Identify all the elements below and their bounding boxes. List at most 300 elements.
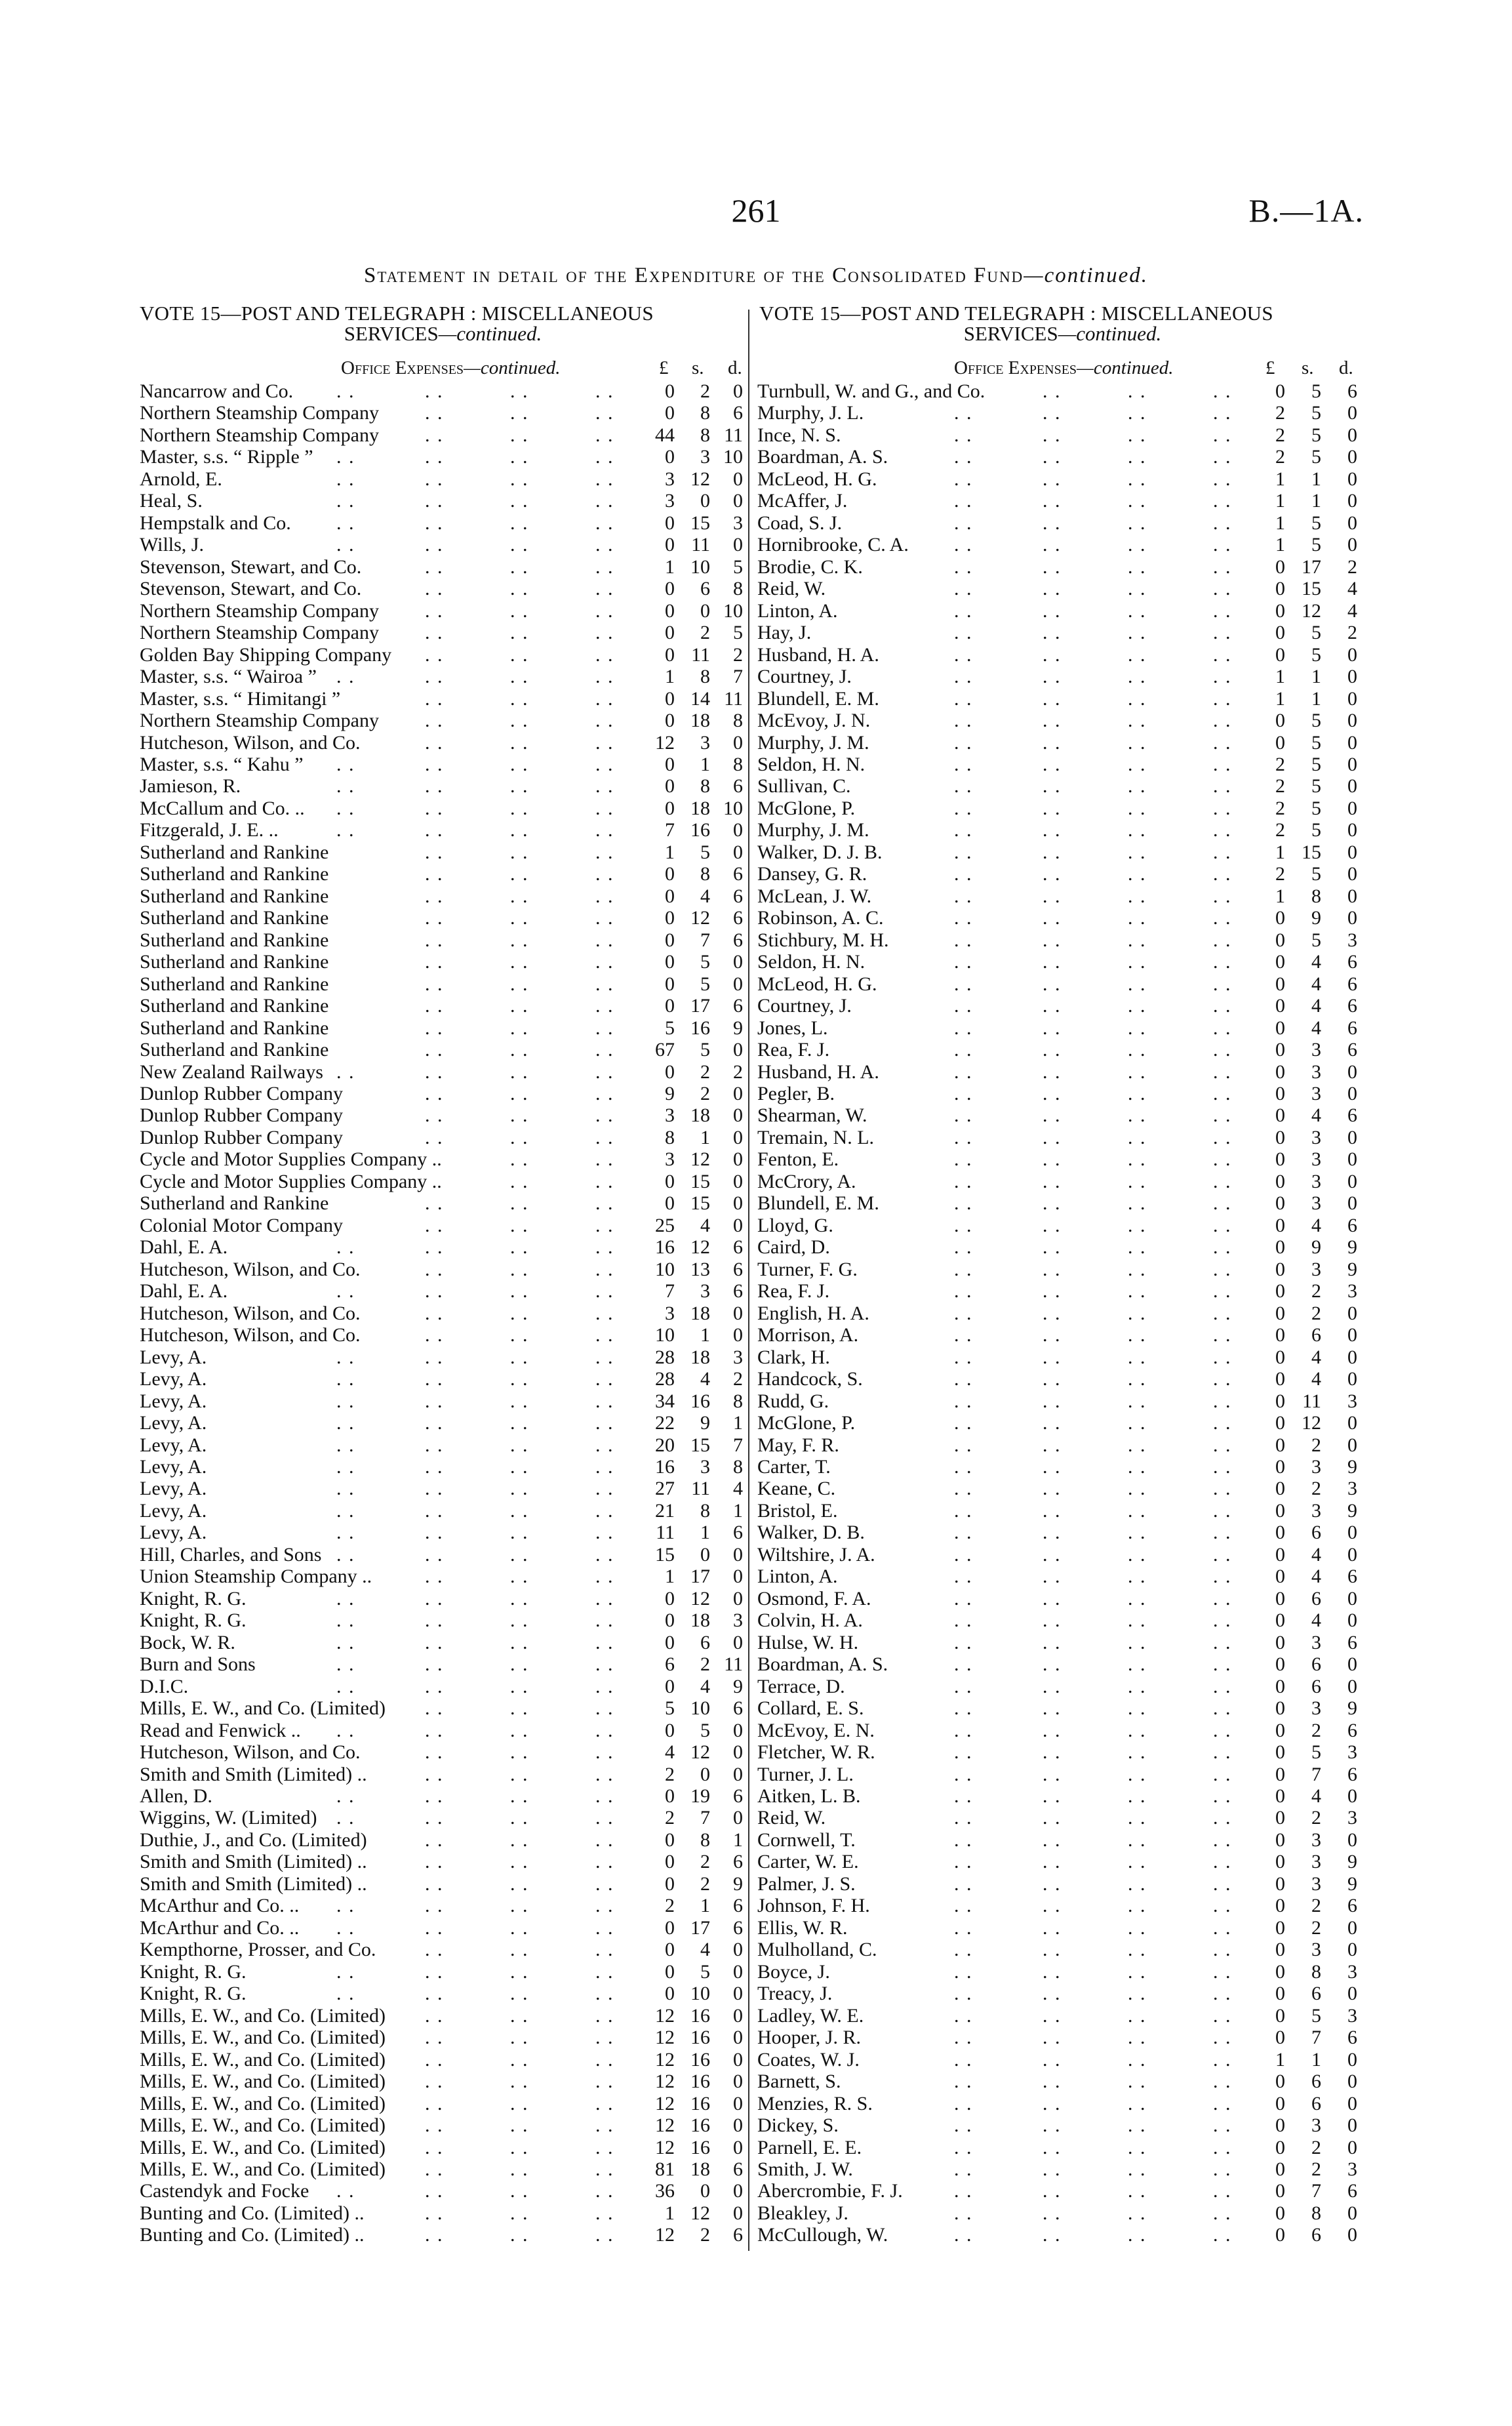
amount-pence: 0 bbox=[733, 1939, 743, 1961]
dot-leader: . . bbox=[1128, 512, 1147, 534]
section-heading-right bbox=[954, 357, 1173, 379]
dot-leader: . . bbox=[1043, 1631, 1062, 1653]
dot-leader: . . bbox=[1213, 2158, 1232, 2180]
payee-name: Northern Steamship Company bbox=[140, 424, 379, 446]
amount-shillings: 5 bbox=[1311, 534, 1321, 556]
dot-leader: . . bbox=[1128, 1609, 1147, 1632]
dot-leader: . . bbox=[954, 1697, 973, 1720]
dot-leader: . . bbox=[1213, 1960, 1232, 1983]
amount-shillings: 6 bbox=[1311, 1983, 1321, 2005]
amount-shillings: 3 bbox=[1311, 1939, 1321, 1961]
dot-leader: . . bbox=[425, 1522, 444, 1544]
dot-leader: . . bbox=[1213, 1983, 1232, 2005]
dot-leader: . . bbox=[510, 753, 529, 775]
dot-leader: . . bbox=[1043, 599, 1062, 622]
payee-name: Levy, A. bbox=[140, 1390, 207, 1412]
amount-pence: 9 bbox=[1347, 1851, 1357, 1873]
dot-leader: . . bbox=[954, 2114, 973, 2137]
table-row bbox=[757, 1764, 1364, 1785]
dot-leader: . . bbox=[425, 1192, 444, 1215]
dot-leader: . . bbox=[510, 643, 529, 666]
dot-leader: . . bbox=[425, 1258, 444, 1280]
dot-leader: . . bbox=[1128, 687, 1147, 710]
dot-leader: . . bbox=[425, 402, 444, 424]
dot-leader: . . bbox=[595, 2071, 614, 2093]
dot-leader: . . bbox=[510, 1895, 529, 1917]
table-row bbox=[140, 1939, 746, 1960]
dot-leader: . . bbox=[1043, 1148, 1062, 1171]
amount-pence: 0 bbox=[1347, 2092, 1357, 2114]
dot-leader: . . bbox=[595, 2158, 614, 2180]
payee-name: Ince, N. S. bbox=[757, 424, 841, 446]
amount-pence: 6 bbox=[733, 1280, 743, 1303]
dot-leader: . . bbox=[595, 1170, 614, 1192]
table-row bbox=[140, 1741, 746, 1763]
amount-shillings: 4 bbox=[1311, 1785, 1321, 1807]
dot-leader: . . bbox=[425, 446, 444, 468]
dot-leader: . . bbox=[510, 2114, 529, 2137]
payee-name: Collard, E. S. bbox=[757, 1697, 864, 1720]
amount-pounds: 8 bbox=[665, 1126, 675, 1148]
dot-leader: . . bbox=[1043, 468, 1062, 490]
dot-leader: . . bbox=[954, 578, 973, 600]
payee-name: Turnbull, W. and G., and Co. bbox=[757, 380, 985, 402]
expenditure-list-right bbox=[757, 380, 1364, 2246]
amount-pence: 0 bbox=[733, 1039, 743, 1061]
amount-pence: 6 bbox=[733, 907, 743, 929]
amount-pounds: 2 bbox=[665, 1763, 675, 1785]
table-row bbox=[757, 2180, 1364, 2202]
payee-name: Northern Steamship Company bbox=[140, 622, 379, 644]
payee-name: Sutherland and Rankine bbox=[140, 1017, 329, 1039]
dot-leader: . . bbox=[336, 1499, 355, 1522]
table-row bbox=[757, 754, 1364, 775]
amount-pounds: 0 bbox=[665, 1719, 675, 1741]
dot-leader: . . bbox=[1043, 512, 1062, 534]
dot-leader: . . bbox=[425, 1939, 444, 1961]
dot-leader: . . bbox=[1043, 1478, 1062, 1500]
payee-name: Burn and Sons bbox=[140, 1653, 256, 1676]
amount-pence: 6 bbox=[733, 2158, 743, 2180]
dot-leader: . . bbox=[595, 1697, 614, 1720]
statement-title-text: Statement in detail of the Expenditure of the Consolidated Fund bbox=[364, 264, 1024, 287]
dot-leader: . . bbox=[1128, 1851, 1147, 1873]
payee-name: Reid, W. bbox=[757, 1807, 826, 1829]
amount-pence: 0 bbox=[733, 490, 743, 512]
dot-leader: . . bbox=[425, 424, 444, 446]
dot-leader: . . bbox=[595, 666, 614, 688]
dot-leader: . . bbox=[1213, 446, 1232, 468]
dot-leader: . . bbox=[1043, 1543, 1062, 1566]
amount-pounds: 0 bbox=[1275, 1872, 1285, 1895]
amount-shillings: 7 bbox=[700, 929, 710, 951]
amount-pence: 0 bbox=[1347, 775, 1357, 798]
amount-pence: 8 bbox=[733, 1455, 743, 1478]
payee-name: Caird, D. bbox=[757, 1236, 830, 1259]
amount-shillings: 11 bbox=[691, 534, 710, 556]
amount-pence: 0 bbox=[1347, 2136, 1357, 2158]
payee-name: Lloyd, G. bbox=[757, 1214, 833, 1236]
amount-pence: 6 bbox=[1347, 1566, 1357, 1588]
table-row bbox=[140, 1083, 746, 1104]
dot-leader: . . bbox=[1213, 2092, 1232, 2114]
dot-leader: . . bbox=[510, 599, 529, 622]
amount-pounds: 10 bbox=[655, 1258, 675, 1280]
amount-pounds: 0 bbox=[665, 995, 675, 1017]
table-row bbox=[140, 1017, 746, 1039]
table-row bbox=[757, 1346, 1364, 1368]
dot-leader: . . bbox=[1213, 666, 1232, 688]
table-row bbox=[757, 1368, 1364, 1390]
amount-shillings: 16 bbox=[690, 1017, 710, 1039]
table-row bbox=[757, 732, 1364, 754]
dot-leader: . . bbox=[1043, 1324, 1062, 1346]
payee-name: Hornibrooke, C. A. bbox=[757, 534, 909, 556]
dot-leader: . . bbox=[1128, 907, 1147, 929]
payee-name: Robinson, A. C. bbox=[757, 907, 884, 929]
amount-shillings: 2 bbox=[700, 622, 710, 644]
amount-pounds: 2 bbox=[1275, 863, 1285, 885]
dot-leader: . . bbox=[1213, 1785, 1232, 1807]
column-header-pence: d. bbox=[1339, 357, 1353, 378]
payee-name: Master, s.s. “ Himitangi ” bbox=[140, 687, 341, 710]
amount-pounds: 0 bbox=[665, 1916, 675, 1939]
dot-leader: . . bbox=[510, 1675, 529, 1697]
dot-leader: . . bbox=[1213, 1455, 1232, 1478]
dot-leader: . . bbox=[1213, 1478, 1232, 1500]
dot-leader: . . bbox=[1128, 402, 1147, 424]
dot-leader: . . bbox=[1043, 2158, 1062, 2180]
vote-subtitle-text: SERVICES bbox=[963, 322, 1058, 345]
dot-leader: . . bbox=[1043, 424, 1062, 446]
dot-leader: . . bbox=[336, 1280, 355, 1303]
dot-leader: . . bbox=[1128, 1061, 1147, 1083]
amount-pence: 0 bbox=[1347, 710, 1357, 732]
payee-name: Dickey, S. bbox=[757, 2114, 839, 2137]
amount-pounds: 0 bbox=[1275, 1017, 1285, 1039]
dot-leader: . . bbox=[336, 1719, 355, 1741]
dot-leader: . . bbox=[336, 468, 355, 490]
amount-pounds: 0 bbox=[665, 534, 675, 556]
dot-leader: . . bbox=[425, 710, 444, 732]
amount-pence: 6 bbox=[733, 995, 743, 1017]
dot-leader: . . bbox=[336, 1236, 355, 1259]
amount-pounds: 1 bbox=[1275, 2048, 1285, 2071]
amount-pence: 0 bbox=[733, 2027, 743, 2049]
amount-pounds: 0 bbox=[1275, 1719, 1285, 1741]
dot-leader: . . bbox=[595, 841, 614, 863]
dot-leader: . . bbox=[954, 2092, 973, 2114]
amount-pence: 0 bbox=[733, 380, 743, 402]
dot-leader: . . bbox=[1043, 1872, 1062, 1895]
table-row bbox=[140, 1456, 746, 1478]
dot-leader: . . bbox=[1043, 1390, 1062, 1412]
amount-pence: 4 bbox=[1347, 599, 1357, 622]
amount-pounds: 12 bbox=[655, 2027, 675, 2049]
amount-shillings: 9 bbox=[1311, 1236, 1321, 1259]
payee-name: Mulholland, C. bbox=[757, 1939, 877, 1961]
amount-pounds: 0 bbox=[665, 1983, 675, 2005]
dot-leader: . . bbox=[336, 512, 355, 534]
payee-name: Colonial Motor Company bbox=[140, 1214, 343, 1236]
table-row bbox=[140, 1609, 746, 1631]
amount-shillings: 8 bbox=[700, 1829, 710, 1851]
amount-pence: 6 bbox=[1347, 995, 1357, 1017]
table-row bbox=[140, 1720, 746, 1741]
amount-shillings: 1 bbox=[700, 1324, 710, 1346]
dot-leader: . . bbox=[1043, 951, 1062, 973]
table-row bbox=[757, 644, 1364, 666]
dot-leader: . . bbox=[425, 775, 444, 798]
amount-pence: 0 bbox=[1347, 1368, 1357, 1390]
dot-leader: . . bbox=[954, 1522, 973, 1544]
payee-name: McCrory, A. bbox=[757, 1170, 856, 1192]
amount-shillings: 2 bbox=[700, 1083, 710, 1104]
dot-leader: . . bbox=[1128, 1368, 1147, 1390]
dot-leader: . . bbox=[510, 819, 529, 841]
dot-leader: . . bbox=[336, 819, 355, 841]
dot-leader: . . bbox=[954, 1566, 973, 1588]
amount-shillings: 18 bbox=[690, 710, 710, 732]
payee-name: Boyce, J. bbox=[757, 1960, 830, 1983]
amount-pence: 0 bbox=[1347, 2224, 1357, 2246]
amount-pence: 6 bbox=[1347, 1214, 1357, 1236]
payee-name: Wills, J. bbox=[140, 534, 204, 556]
dot-leader: . . bbox=[510, 578, 529, 600]
dot-leader: . . bbox=[425, 2224, 444, 2246]
amount-pence: 0 bbox=[733, 2136, 743, 2158]
amount-pounds: 0 bbox=[1275, 1566, 1285, 1588]
amount-pounds: 5 bbox=[665, 1697, 675, 1720]
dot-leader: . . bbox=[1128, 1653, 1147, 1676]
dot-leader: . . bbox=[954, 1741, 973, 1764]
dot-leader: . . bbox=[954, 512, 973, 534]
dot-leader: . . bbox=[1213, 1302, 1232, 1324]
amount-pence: 0 bbox=[1347, 1302, 1357, 1324]
table-row bbox=[757, 1632, 1364, 1653]
amount-shillings: 8 bbox=[1311, 2202, 1321, 2224]
amount-pence: 0 bbox=[1347, 643, 1357, 666]
amount-pounds: 0 bbox=[1275, 1170, 1285, 1192]
amount-pounds: 0 bbox=[1275, 1412, 1285, 1434]
payee-name: Stevenson, Stewart, and Co. bbox=[140, 578, 362, 600]
dot-leader: . . bbox=[336, 797, 355, 819]
amount-shillings: 4 bbox=[700, 1675, 710, 1697]
amount-pence: 3 bbox=[733, 512, 743, 534]
dot-leader: . . bbox=[1128, 753, 1147, 775]
table-row bbox=[140, 1478, 746, 1499]
dot-leader: . . bbox=[510, 402, 529, 424]
dot-leader: . . bbox=[336, 1412, 355, 1434]
dot-leader: . . bbox=[595, 1017, 614, 1039]
payee-name: Sutherland and Rankine bbox=[140, 885, 329, 907]
dot-leader: . . bbox=[1043, 819, 1062, 841]
dot-leader: . . bbox=[595, 402, 614, 424]
payee-name: Cycle and Motor Supplies Company .. bbox=[140, 1170, 442, 1192]
amount-shillings: 15 bbox=[690, 1170, 710, 1192]
dot-leader: . . bbox=[954, 1631, 973, 1653]
dot-leader: . . bbox=[425, 1368, 444, 1390]
payee-name: Wiggins, W. (Limited) bbox=[140, 1807, 317, 1829]
dot-leader: . . bbox=[1043, 2180, 1062, 2202]
dot-leader: . . bbox=[1043, 622, 1062, 644]
dot-leader: . . bbox=[1128, 1346, 1147, 1368]
amount-pence: 0 bbox=[1347, 1916, 1357, 1939]
dot-leader: . . bbox=[1213, 2180, 1232, 2202]
amount-pounds: 0 bbox=[1275, 951, 1285, 973]
amount-shillings: 8 bbox=[700, 424, 710, 446]
amount-pence: 0 bbox=[733, 1543, 743, 1566]
dot-leader: . . bbox=[425, 1412, 444, 1434]
payee-name: Parnell, E. E. bbox=[757, 2136, 862, 2158]
amount-shillings: 2 bbox=[1311, 1719, 1321, 1741]
dot-leader: . . bbox=[1043, 1258, 1062, 1280]
dot-leader: . . bbox=[1043, 885, 1062, 907]
dot-leader: . . bbox=[510, 841, 529, 863]
amount-shillings: 1 bbox=[1311, 687, 1321, 710]
amount-pence: 0 bbox=[733, 1126, 743, 1148]
dot-leader: . . bbox=[425, 1236, 444, 1259]
table-row bbox=[757, 2114, 1364, 2136]
dot-leader: . . bbox=[510, 797, 529, 819]
amount-pounds: 0 bbox=[1275, 599, 1285, 622]
dot-leader: . . bbox=[425, 1566, 444, 1588]
amount-pounds: 0 bbox=[665, 929, 675, 951]
table-row bbox=[757, 622, 1364, 643]
dot-leader: . . bbox=[336, 1675, 355, 1697]
amount-pounds: 3 bbox=[665, 1148, 675, 1171]
dot-leader: . . bbox=[595, 710, 614, 732]
dot-leader: . . bbox=[425, 1675, 444, 1697]
amount-shillings: 4 bbox=[700, 1939, 710, 1961]
payee-name: Sullivan, C. bbox=[757, 775, 851, 798]
dot-leader: . . bbox=[1043, 666, 1062, 688]
dot-leader: . . bbox=[1043, 1302, 1062, 1324]
section-heading-suffix: —continued. bbox=[1077, 357, 1174, 378]
dot-leader: . . bbox=[1128, 1697, 1147, 1720]
amount-pence: 0 bbox=[733, 1148, 743, 1171]
table-row bbox=[140, 1895, 746, 1916]
dot-leader: . . bbox=[1213, 1653, 1232, 1676]
dot-leader: . . bbox=[1128, 1192, 1147, 1215]
amount-pence: 0 bbox=[1347, 1061, 1357, 1083]
dot-leader: . . bbox=[1128, 1258, 1147, 1280]
table-row bbox=[757, 885, 1364, 907]
dot-leader: . . bbox=[954, 1192, 973, 1215]
dot-leader: . . bbox=[1043, 446, 1062, 468]
payee-name: Northern Steamship Company bbox=[140, 402, 379, 424]
payee-name: Sutherland and Rankine bbox=[140, 951, 329, 973]
table-row bbox=[140, 1764, 746, 1785]
amount-shillings: 1 bbox=[700, 1126, 710, 1148]
dot-leader: . . bbox=[425, 1083, 444, 1104]
payee-name: Mills, E. W., and Co. (Limited) bbox=[140, 1697, 386, 1720]
amount-pence: 0 bbox=[1347, 863, 1357, 885]
amount-pounds: 0 bbox=[665, 775, 675, 798]
dot-leader: . . bbox=[1128, 468, 1147, 490]
table-row bbox=[140, 1961, 746, 1983]
payee-name: Hutcheson, Wilson, and Co. bbox=[140, 731, 361, 754]
amount-pounds: 1 bbox=[1275, 512, 1285, 534]
amount-shillings: 5 bbox=[700, 1719, 710, 1741]
dot-leader: . . bbox=[1128, 622, 1147, 644]
payee-name: Husband, H. A. bbox=[757, 643, 879, 666]
dot-leader: . . bbox=[510, 1543, 529, 1566]
amount-pounds: 2 bbox=[1275, 446, 1285, 468]
table-row bbox=[757, 1478, 1364, 1499]
payee-name: Levy, A. bbox=[140, 1368, 207, 1390]
payee-name: Northern Steamship Company bbox=[140, 599, 379, 622]
amount-shillings: 12 bbox=[690, 1148, 710, 1171]
amount-pence: 0 bbox=[1347, 1543, 1357, 1566]
dot-leader: . . bbox=[954, 2158, 973, 2180]
dot-leader: . . bbox=[425, 929, 444, 951]
payee-name: Cornwell, T. bbox=[757, 1829, 856, 1851]
dot-leader: . . bbox=[595, 1236, 614, 1259]
amount-shillings: 2 bbox=[700, 1851, 710, 1873]
dot-leader: . . bbox=[954, 1785, 973, 1807]
table-row bbox=[140, 2180, 746, 2202]
dot-leader: . . bbox=[1128, 775, 1147, 798]
dot-leader: . . bbox=[1128, 1675, 1147, 1697]
payee-name: Coad, S. J. bbox=[757, 512, 843, 534]
amount-shillings: 6 bbox=[1311, 1653, 1321, 1676]
table-row bbox=[757, 2093, 1364, 2114]
amount-pounds: 22 bbox=[655, 1412, 675, 1434]
dot-leader: . . bbox=[1213, 1763, 1232, 1785]
table-row bbox=[140, 1280, 746, 1302]
payee-name: Husband, H. A. bbox=[757, 1061, 879, 1083]
dot-leader: . . bbox=[1213, 973, 1232, 995]
dot-leader: . . bbox=[1043, 2004, 1062, 2027]
dot-leader: . . bbox=[1213, 929, 1232, 951]
payee-name: Sutherland and Rankine bbox=[140, 1039, 329, 1061]
amount-pounds: 0 bbox=[1275, 622, 1285, 644]
table-row bbox=[757, 1017, 1364, 1039]
dot-leader: . . bbox=[954, 1236, 973, 1259]
dot-leader: . . bbox=[595, 1522, 614, 1544]
amount-pounds: 25 bbox=[655, 1214, 675, 1236]
amount-shillings: 5 bbox=[700, 841, 710, 863]
table-row bbox=[757, 798, 1364, 819]
dot-leader: . . bbox=[595, 1807, 614, 1829]
dot-leader: . . bbox=[954, 1017, 973, 1039]
dot-leader: . . bbox=[336, 534, 355, 556]
dot-leader: . . bbox=[1213, 1039, 1232, 1061]
payee-name: McLeod, H. G. bbox=[757, 973, 877, 995]
dot-leader: . . bbox=[1128, 1587, 1147, 1609]
amount-shillings: 1 bbox=[700, 753, 710, 775]
dot-leader: . . bbox=[510, 1061, 529, 1083]
amount-pence: 0 bbox=[1347, 731, 1357, 754]
amount-pounds: 1 bbox=[665, 841, 675, 863]
payee-name: Courtney, J. bbox=[757, 995, 852, 1017]
table-row bbox=[757, 1215, 1364, 1236]
table-row bbox=[757, 1741, 1364, 1763]
table-row bbox=[757, 2137, 1364, 2158]
table-row bbox=[757, 1939, 1364, 1960]
amount-shillings: 12 bbox=[690, 907, 710, 929]
amount-pounds: 2 bbox=[1275, 753, 1285, 775]
dot-leader: . . bbox=[954, 2202, 973, 2224]
dot-leader: . . bbox=[425, 1587, 444, 1609]
amount-pounds: 44 bbox=[655, 424, 675, 446]
dot-leader: . . bbox=[510, 468, 529, 490]
amount-shillings: 3 bbox=[700, 446, 710, 468]
amount-pence: 0 bbox=[733, 819, 743, 841]
table-row bbox=[140, 841, 746, 863]
dot-leader: . . bbox=[595, 1939, 614, 1961]
